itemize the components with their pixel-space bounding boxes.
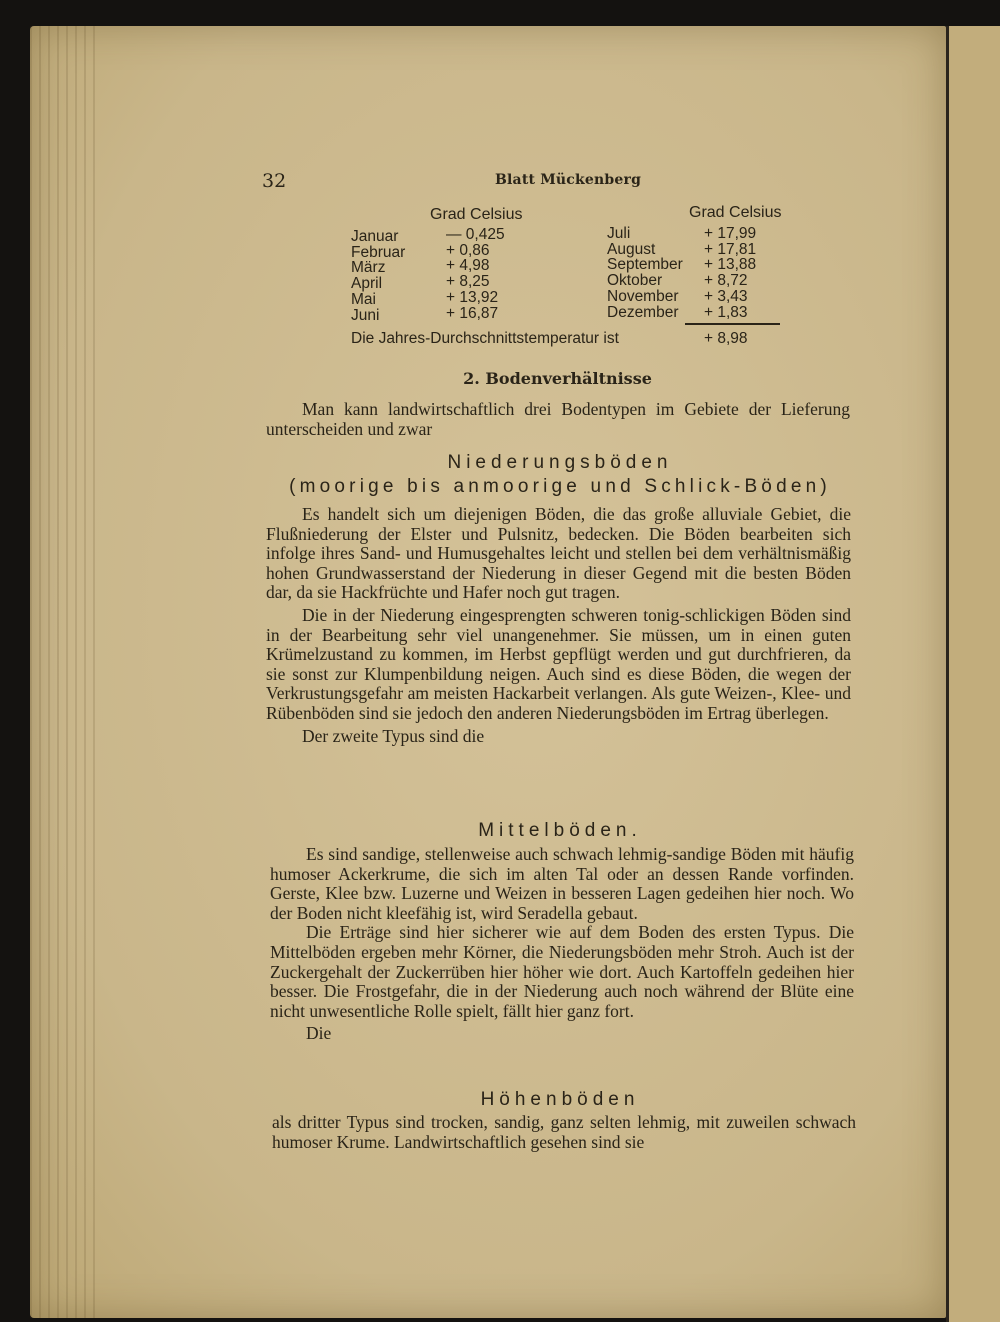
- paragraph: Man kann landwirtschaftlich drei Bodentypen im Gebiete der Lieferung unterscheiden und zwar: [266, 399, 850, 439]
- table-left-values: [446, 227, 505, 321]
- paragraph: als dritter Typus sind trocken, sandig, ganz selten lehmig, mit zuweilen schwach humoser Krume. Landwirtschaftlich gesehen sind sie: [272, 1112, 856, 1152]
- mittel-text: [270, 845, 854, 1044]
- table-right-months: [607, 226, 683, 320]
- paragraph: Die in der Niederung eingesprengten schweren tonig-schlickigen Böden sind in der Bearbeitung sehr viel unangenehmer. Sie müssen, um in einen guten Krümelzustand zu kommen, im Herbst gepflügt werden und gut durchfrieren, da sie sonst zur Klumpenbildung neigen. Auch sind es diese Böden, die wegen der Verkrustungsgefahr am meisten Hackarbeit verlangen. Als gute Weizen-, Klee- und Rübenböden sind sie jedoch den anderen Niederungsböden im Ertrag überlegen.: [266, 604, 851, 723]
- month-label: Dezember: [607, 303, 679, 321]
- temperature-value: + 0,86: [446, 241, 490, 259]
- temperature-value: + 13,92: [446, 288, 499, 306]
- subheading-hoehen: Höhenböden: [480, 1089, 640, 1110]
- running-title: Blatt Mückenberg: [495, 172, 642, 188]
- temperature-value: + 13,88: [704, 256, 757, 274]
- month-label: Juli: [607, 225, 631, 242]
- intro-paragraph: [266, 400, 850, 439]
- table-left-months: [351, 229, 405, 323]
- subheading-niederung: Niederungsböden: [447, 452, 673, 473]
- page-number: 32: [262, 170, 287, 192]
- month-label: Mai: [351, 290, 376, 308]
- temperature-value: + 1,83: [704, 303, 748, 321]
- month-label: März: [351, 259, 386, 277]
- month-label: Januar: [351, 228, 399, 245]
- paragraph: Es sind sandige, stellenweise auch schwach lehmig-sandige Böden mit häufig humoser Ackerkrume, die sich im alten Tal oder an dessen Rande vorfinden. Gerste, Klee bzw. Luzerne und Weizen in besseren Lagen gedeihen hier noch. Wo der Boden nicht kleefähig ist, wird Seradella gebaut.: [270, 844, 854, 923]
- temperature-value: — 0,425: [446, 226, 505, 243]
- temperature-value: + 3,43: [704, 287, 748, 305]
- hoehen-text: [272, 1113, 856, 1152]
- table-unit-right: Grad Celsius: [689, 204, 782, 221]
- niederung-text: [266, 505, 851, 746]
- temperature-value: + 17,81: [704, 240, 757, 258]
- month-label: September: [607, 256, 683, 274]
- paragraph: Die Erträge sind hier sicherer wie auf dem Boden des ersten Typus. Die Mittelböden ergeben mehr Körner, die Niederungsböden mehr Stroh. Auch ist der Zuckergehalt der Zuckerrüben hier höher wie dort. Auch Kartoffeln gedeihen hier besser. Die Frostgefahr, die in der Niederung auch noch während der Blüte eine nicht unwesentliche Rolle spielt, fällt hier ganz fort.: [270, 922, 854, 1021]
- subheading-niederung-detail: (moorige bis anmoorige und Schlick-Böden): [289, 476, 831, 497]
- month-label: Juni: [351, 306, 380, 324]
- paragraph: Es handelt sich um diejenigen Böden, die das große alluviale Gebiet, die Flußniederung der Elster und Pulsnitz, bedecken. Die Böden bearbeiten sich infolge ihres Sand- und Humusgehaltes leicht und stellen bei dem verhältnismäßig hohen Grundwasserstand der Niederung in dieser Gegend mit die besten Böden dar, da sie Hackfrüchte und Hafer noch gut tragen.: [266, 504, 851, 603]
- temperature-value: + 16,87: [446, 304, 499, 322]
- annual-label: Die Jahres-Durchschnittstemperatur ist: [351, 330, 619, 347]
- section-heading: 2. Bodenverhältnisse: [463, 369, 652, 388]
- temperature-value: + 8,72: [704, 272, 748, 290]
- temperature-value: + 4,98: [446, 257, 490, 275]
- paragraph: Die: [306, 1023, 332, 1044]
- subheading-mittel: Mittelböden.: [478, 820, 642, 841]
- paragraph: Der zweite Typus sind die: [302, 725, 485, 746]
- month-label: November: [607, 287, 679, 305]
- month-label: August: [607, 240, 656, 258]
- month-label: Februar: [351, 243, 406, 261]
- table-unit-left: Grad Celsius: [430, 206, 523, 223]
- month-label: Oktober: [607, 272, 663, 290]
- table-right-values: [704, 226, 756, 320]
- temperature-value: + 8,25: [446, 273, 490, 291]
- annual-value: + 8,98: [704, 330, 748, 347]
- month-label: April: [351, 275, 383, 293]
- sum-rule: [685, 323, 780, 325]
- temperature-value: + 17,99: [704, 225, 757, 242]
